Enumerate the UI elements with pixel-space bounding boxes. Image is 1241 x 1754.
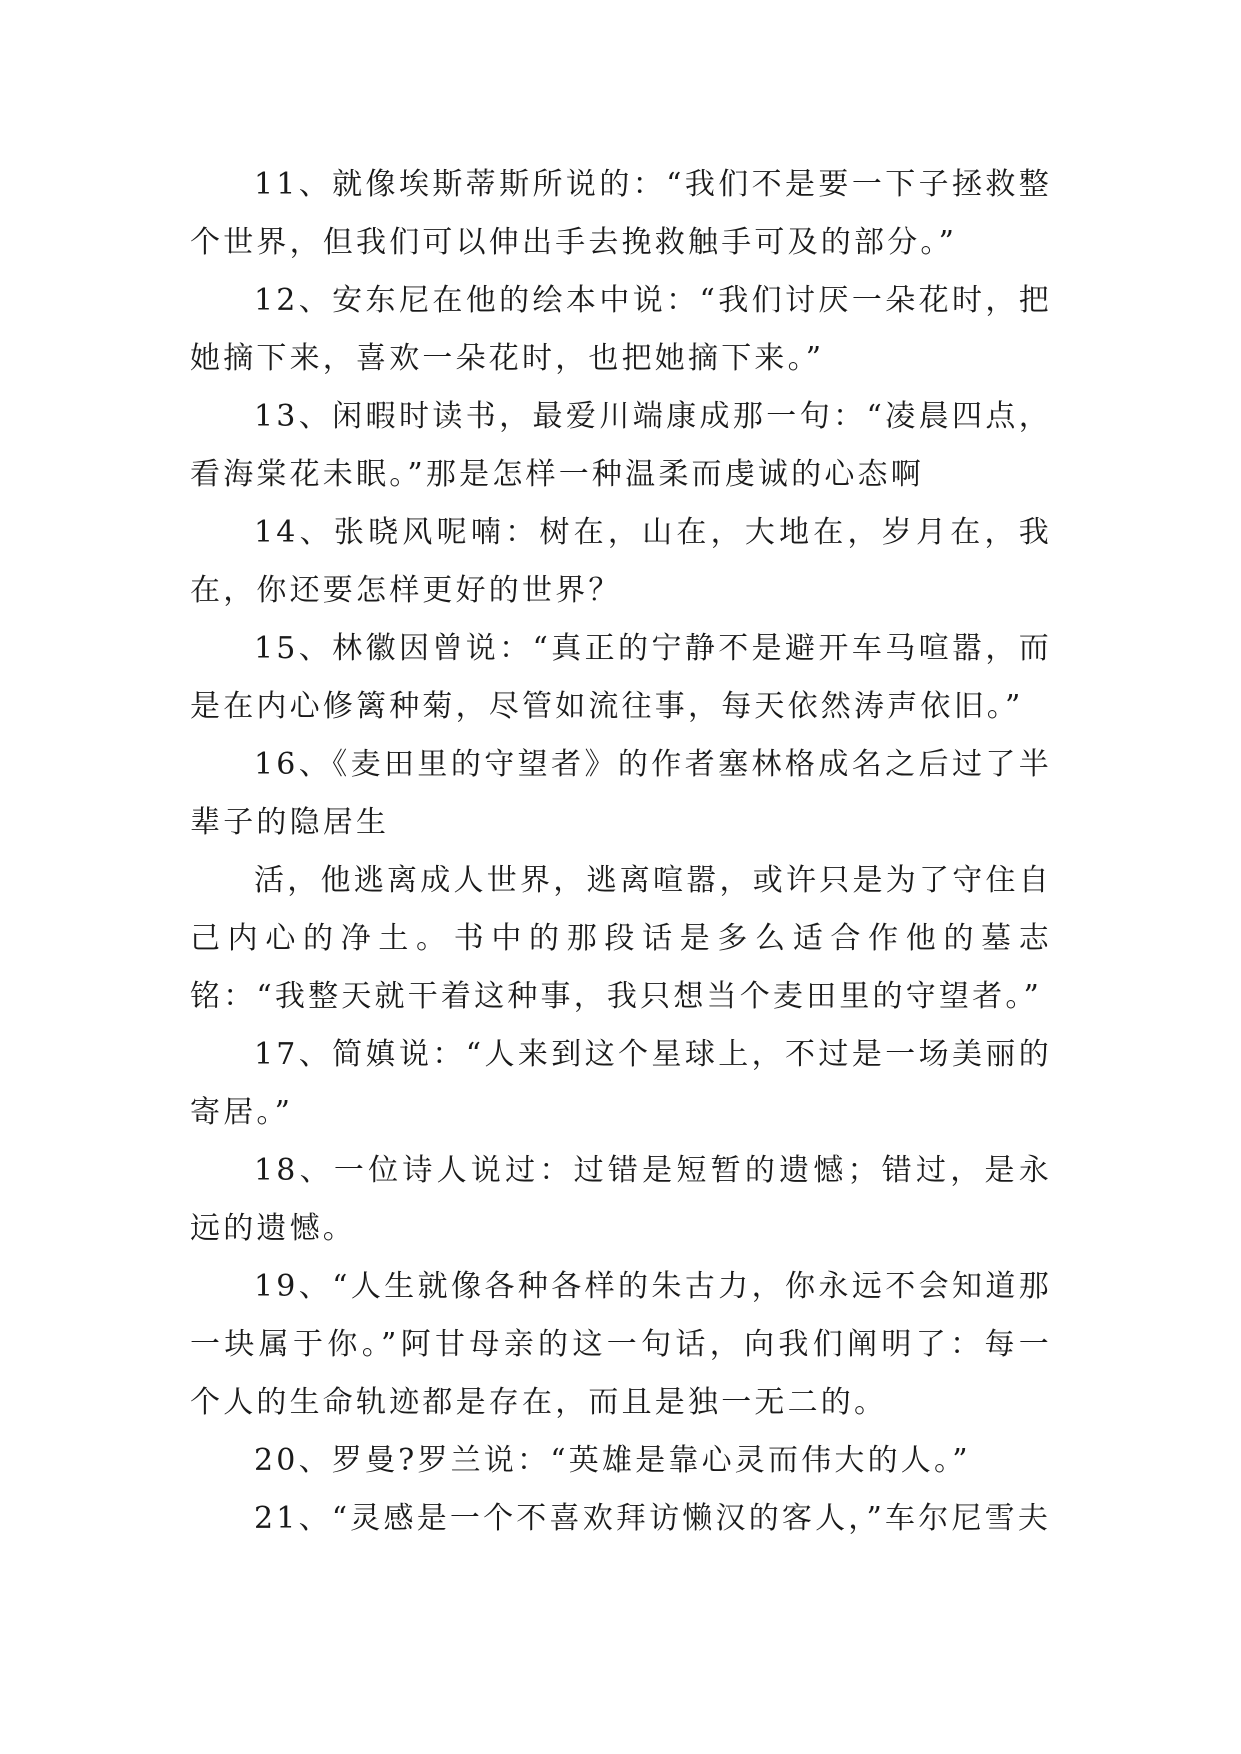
paragraph-17: 17、简嫃说：“人来到这个星球上，不过是一场美丽的寄居。” [190, 1037, 1052, 1130]
paragraph-21: 21、“灵感是一个不喜欢拜访懒汉的客人，”车尔尼雪夫 [254, 1501, 1052, 1536]
paragraph-13: 13、闲暇时读书，最爱川端康成那一句：“凌晨四点，看海棠花未眠。”那是怎样一种温柔而虔诚的心态啊 [190, 399, 1052, 492]
paragraph-15: 15、林徽因曾说：“真正的宁静不是避开车马喧嚣，而是在内心修篱种菊，尽管如流往事，每天依然涛声依旧。” [190, 631, 1052, 724]
paragraph-18: 18、一位诗人说过：过错是短暂的遗憾；错过，是永远的遗憾。 [190, 1153, 1052, 1246]
document-body [190, 156, 1052, 1548]
paragraph-16: 16、《麦田里的守望者》的作者塞林格成名之后过了半辈子的隐居生 [190, 747, 1052, 840]
paragraph-19: 19、“人生就像各种各样的朱古力，你永远不会知道那一块属于你。”阿甘母亲的这一句话，向我们阐明了：每一个人的生命轨迹都是存在，而且是独一无二的。 [190, 1269, 1052, 1420]
paragraph-16-continued: 活，他逃离成人世界，逃离喧嚣，或许只是为了守住自己内心的净土。书中的那段话是多么适合作他的墓志铭：“我整天就干着这种事，我只想当个麦田里的守望者。” [190, 863, 1052, 1014]
paragraph-12: 12、安东尼在他的绘本中说：“我们讨厌一朵花时，把她摘下来，喜欢一朵花时，也把她摘下来。” [190, 283, 1052, 376]
paragraph-14: 14、张晓风呢喃：树在，山在，大地在，岁月在，我在，你还要怎样更好的世界？ [190, 515, 1052, 608]
paragraph-11: 11、就像埃斯蒂斯所说的：“我们不是要一下子拯救整个世界，但我们可以伸出手去挽救触手可及的部分。” [190, 167, 1052, 260]
paragraph-20: 20、罗曼?罗兰说：“英雄是靠心灵而伟大的人。” [254, 1443, 971, 1478]
